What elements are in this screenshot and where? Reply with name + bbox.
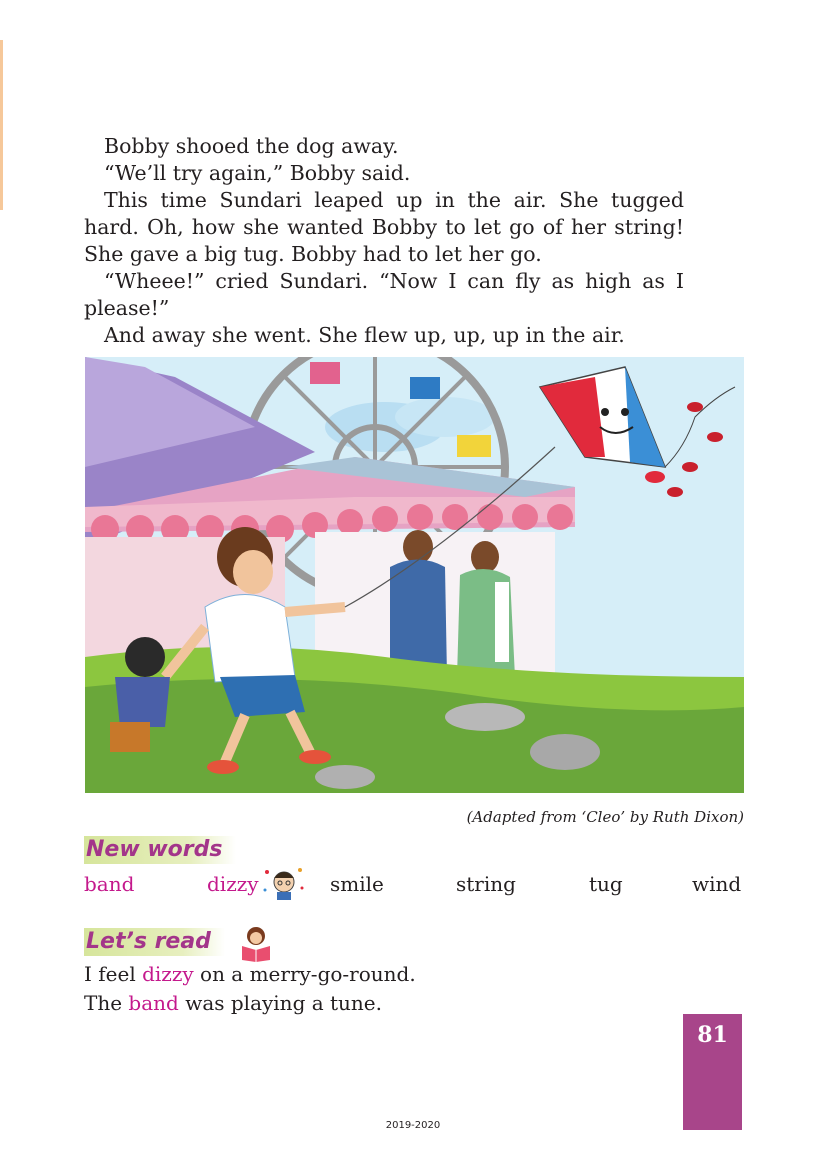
- word-wind: wind: [692, 872, 742, 896]
- story-line: “We’ll try again,” Bobby said.: [104, 161, 411, 185]
- story-text: [84, 133, 684, 349]
- wheel-car: [310, 362, 340, 384]
- word-dizzy: dizzy: [207, 872, 259, 896]
- story-paragraph: “Wheee!” cried Sundari. “Now I can fly as high as I please!”: [84, 269, 684, 320]
- read-line-1: I feel dizzy on a merry-go-round.: [84, 962, 416, 986]
- word-tug: tug: [589, 872, 623, 896]
- new-words-heading: New words: [84, 836, 236, 864]
- source-caption: (Adapted from ‘Cleo’ by Ruth Dixon): [466, 808, 744, 826]
- page-number: 81: [697, 1022, 728, 1048]
- dizzy-face-icon: [262, 862, 306, 906]
- page-edge-strip: [0, 40, 3, 210]
- lets-read-heading: Let’s read: [84, 928, 225, 956]
- wheel-car: [410, 377, 440, 399]
- stone: [315, 765, 375, 789]
- stone: [530, 734, 600, 770]
- highlight-word: band: [128, 991, 179, 1015]
- fair-kite-illustration: [85, 357, 744, 793]
- new-words-list: [84, 872, 746, 902]
- wheel-car: [457, 435, 491, 457]
- lets-read-text: [84, 960, 416, 1018]
- highlight-word: dizzy: [142, 962, 194, 986]
- word-smile: smile: [330, 872, 384, 896]
- footer-year: 2019-2020: [385, 1120, 441, 1131]
- story-line: And away she went. She flew up, up, up in the air.: [104, 323, 625, 347]
- story-paragraph: This time Sundari leaped up in the air. She tugged hard. Oh, how she wanted Bobby to let go of her string! She gave a big tug. Bobby had to let her go.: [84, 188, 684, 266]
- page-number-tab: [683, 1014, 742, 1130]
- word-band: band: [84, 872, 135, 896]
- read-line-2: The band was playing a tune.: [84, 991, 382, 1015]
- stone: [445, 703, 525, 731]
- word-string: string: [456, 872, 516, 896]
- story-line: Bobby shooed the dog away.: [104, 134, 399, 158]
